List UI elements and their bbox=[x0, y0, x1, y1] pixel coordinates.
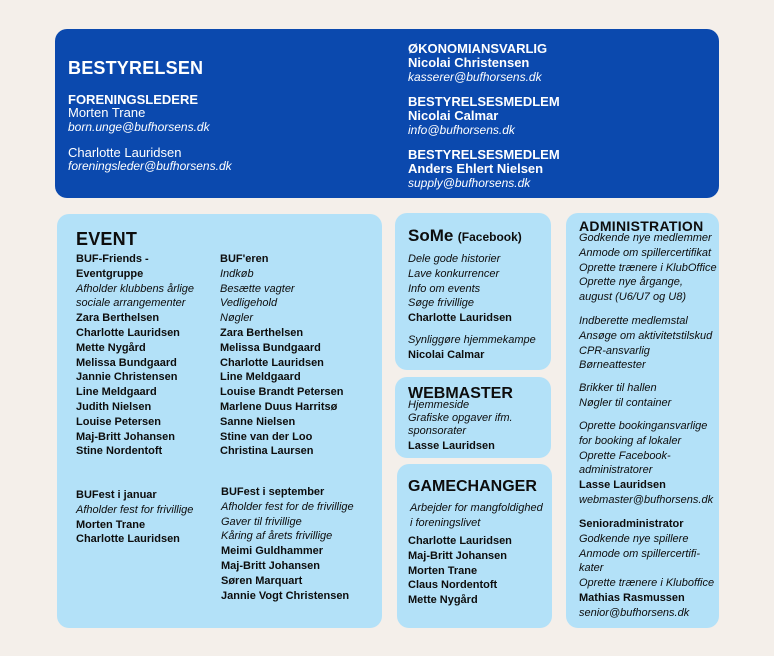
webmaster-title: WEBMASTER bbox=[408, 385, 513, 402]
list-task: Kåring af årets frivillige bbox=[221, 530, 333, 543]
some-list-2 bbox=[408, 333, 536, 363]
list-name: Lasse Lauridsen bbox=[579, 479, 666, 492]
list-task: august (U6/U7 og U8) bbox=[579, 291, 686, 304]
list-task: Søge frivillige bbox=[408, 297, 475, 310]
list-task: Afholder fest for de frivillige bbox=[221, 500, 354, 513]
list-name: Lasse Lauridsen bbox=[408, 440, 495, 452]
board-member-email[interactable]: kasserer@bufhorsens.dk bbox=[408, 70, 542, 84]
list-name: Melissa Bundgaard bbox=[220, 341, 321, 354]
board-title: BESTYRELSEN bbox=[68, 58, 204, 78]
list-task: Nøgler til container bbox=[579, 396, 672, 409]
list-task: CPR-ansvarlig bbox=[579, 344, 650, 357]
administration-title: ADMINISTRATION bbox=[579, 218, 704, 234]
gamechanger-names bbox=[408, 534, 512, 608]
list-name: Jannie Vogt Christensen bbox=[221, 589, 350, 602]
list-name: Charlotte Lauridsen bbox=[220, 356, 324, 369]
leader-name: Charlotte Lauridsen bbox=[68, 145, 182, 160]
list-name: Judith Nielsen bbox=[76, 400, 152, 413]
board-member-block bbox=[408, 95, 560, 137]
list-task: Info om events bbox=[408, 282, 481, 295]
list-name: BUF-Friends - bbox=[76, 253, 149, 265]
list-name: Eventgruppe bbox=[76, 267, 144, 280]
event-bufest-september-list bbox=[221, 485, 354, 603]
list-name: Claus Nordentoft bbox=[408, 579, 498, 592]
list-name: Charlotte Lauridsen bbox=[408, 312, 512, 325]
list-task: Nøgler bbox=[220, 312, 254, 325]
list-name: Mette Nygård bbox=[76, 341, 146, 354]
list-name: Line Meldgaard bbox=[220, 371, 301, 384]
administration-panel bbox=[566, 213, 719, 628]
some-panel bbox=[395, 213, 551, 370]
list-name: Meimi Guldhammer bbox=[221, 545, 324, 558]
list-task: Børneattester bbox=[579, 359, 646, 372]
admin-group bbox=[579, 381, 671, 411]
some-title: SoMe bbox=[408, 226, 454, 245]
list-task: sociale arrangementer bbox=[76, 297, 186, 310]
list-name: Morten Trane bbox=[408, 564, 478, 577]
leaders-heading: FORENINGSLEDERE bbox=[68, 92, 199, 107]
list-name: Maj-Britt Johansen bbox=[408, 549, 508, 562]
board-member-email[interactable]: info@bufhorsens.dk bbox=[408, 123, 515, 137]
list-name: Charlotte Lauridsen bbox=[408, 535, 512, 547]
list-task: Grafiske opgaver ifm. bbox=[408, 412, 513, 424]
event-friends-list bbox=[76, 252, 194, 459]
list-name: Sanne Nielsen bbox=[220, 415, 296, 428]
gamechanger-title: GAMECHANGER bbox=[408, 478, 537, 495]
list-task: Afholder fest for frivillige bbox=[76, 503, 194, 516]
list-task: Brikker til hallen bbox=[579, 382, 657, 394]
list-name: Charlotte Lauridsen bbox=[76, 533, 180, 546]
board-panel bbox=[55, 29, 719, 198]
some-subtitle: (Facebook) bbox=[457, 230, 522, 244]
list-task: Anmode om spillercertifikat bbox=[579, 246, 712, 259]
list-task: Indberette medlemstal bbox=[579, 315, 688, 327]
list-name: BUF'eren bbox=[220, 253, 269, 265]
admin-group bbox=[579, 231, 717, 305]
list-name: Charlotte Lauridsen bbox=[76, 326, 180, 339]
list-name: Christina Laursen bbox=[220, 445, 314, 458]
list-task: Besætte vagter bbox=[220, 282, 295, 295]
list-task: Lave konkurrencer bbox=[408, 267, 500, 280]
list-name: Søren Marquart bbox=[221, 574, 303, 587]
event-bufferen-list bbox=[220, 252, 343, 459]
list-name: Mathias Rasmussen bbox=[579, 591, 685, 604]
admin-group bbox=[579, 314, 712, 373]
board-role: BESTYRELSESMEDLEM bbox=[408, 147, 560, 162]
event-panel bbox=[57, 214, 382, 628]
list-name: Stine Nordentoft bbox=[76, 445, 163, 458]
list-name: Marlene Duus Harritsø bbox=[220, 400, 338, 413]
list-name: Senioradministrator bbox=[579, 518, 684, 530]
list-name: BUFest i september bbox=[221, 486, 325, 498]
list-task: sponsorater bbox=[408, 425, 467, 437]
leader-email[interactable]: foreningsleder@bufhorsens.dk bbox=[68, 159, 232, 173]
board-member-name: Anders Ehlert Nielsen bbox=[408, 161, 544, 176]
list-task[interactable]: senior@bufhorsens.dk bbox=[579, 606, 690, 619]
list-task: for booking af lokaler bbox=[579, 434, 682, 447]
list-name: Zara Berthelsen bbox=[220, 326, 304, 339]
leader-email[interactable]: born.unge@bufhorsens.dk bbox=[68, 120, 210, 134]
leader-name: Morten Trane bbox=[68, 105, 146, 120]
list-task: Anmode om spillercertifi- bbox=[579, 547, 701, 560]
list-name: BUFest i januar bbox=[76, 489, 157, 501]
list-name: Maj-Britt Johansen bbox=[221, 559, 321, 572]
board-member-block bbox=[408, 148, 560, 190]
list-task: Afholder klubbens årlige bbox=[76, 282, 195, 295]
list-task: Synliggøre hjemmekampe bbox=[408, 334, 536, 346]
list-task: Vedligehold bbox=[220, 297, 278, 310]
board-role: ØKONOMIANSVARLIG bbox=[408, 41, 548, 56]
list-task: Ansøge om aktivitetstilskud bbox=[579, 329, 713, 342]
list-task: Oprette trænere i KlubOffice bbox=[579, 261, 717, 274]
board-member-name: Nicolai Christensen bbox=[408, 55, 530, 70]
board-role: BESTYRELSESMEDLEM bbox=[408, 94, 560, 109]
list-task: Oprette nye årgange, bbox=[579, 276, 683, 289]
board-member-block bbox=[408, 42, 547, 84]
list-task: Godkende nye spillere bbox=[579, 532, 689, 545]
list-name: Jannie Christensen bbox=[76, 371, 178, 384]
list-name: Louise Petersen bbox=[76, 415, 161, 428]
event-bufest-january-list bbox=[76, 488, 193, 547]
list-task: Oprette Facebook- bbox=[579, 449, 671, 462]
list-task: Dele gode historier bbox=[408, 253, 501, 265]
list-name: Stine van der Loo bbox=[220, 430, 313, 443]
list-task[interactable]: webmaster@bufhorsens.dk bbox=[579, 493, 714, 506]
admin-group bbox=[579, 419, 713, 508]
list-task: administratorer bbox=[579, 464, 653, 477]
admin-group bbox=[579, 517, 714, 621]
some-list bbox=[408, 252, 512, 326]
list-task: kater bbox=[579, 562, 604, 575]
gamechanger-description: i foreningslivet bbox=[410, 517, 481, 529]
list-task: Indkøb bbox=[220, 267, 254, 280]
gamechanger-panel bbox=[397, 464, 552, 628]
event-title: EVENT bbox=[76, 229, 138, 249]
list-name: Louise Brandt Petersen bbox=[220, 386, 344, 399]
list-task: Oprette trænere i Kluboffice bbox=[579, 577, 715, 590]
some-header bbox=[408, 226, 522, 246]
list-name: Melissa Bundgaard bbox=[76, 356, 177, 369]
list-task: Gaver til frivillige bbox=[221, 515, 302, 528]
list-name: Zara Berthelsen bbox=[76, 312, 160, 325]
list-task: Hjemmeside bbox=[408, 399, 470, 411]
webmaster-panel bbox=[395, 377, 551, 458]
gamechanger-description: Arbejder for mangfoldighed bbox=[410, 502, 543, 514]
board-member-email[interactable]: supply@bufhorsens.dk bbox=[408, 176, 531, 190]
list-task: Oprette bookingansvarlige bbox=[579, 420, 708, 432]
list-task: Godkende nye medlemmer bbox=[579, 232, 712, 244]
board-member-name: Nicolai Calmar bbox=[408, 108, 499, 123]
webmaster-list bbox=[408, 399, 513, 453]
list-name: Morten Trane bbox=[76, 518, 146, 531]
list-name: Nicolai Calmar bbox=[408, 348, 485, 361]
list-name: Mette Nygård bbox=[408, 594, 478, 607]
list-name: Line Meldgaard bbox=[76, 386, 157, 399]
list-name: Maj-Britt Johansen bbox=[76, 430, 176, 443]
